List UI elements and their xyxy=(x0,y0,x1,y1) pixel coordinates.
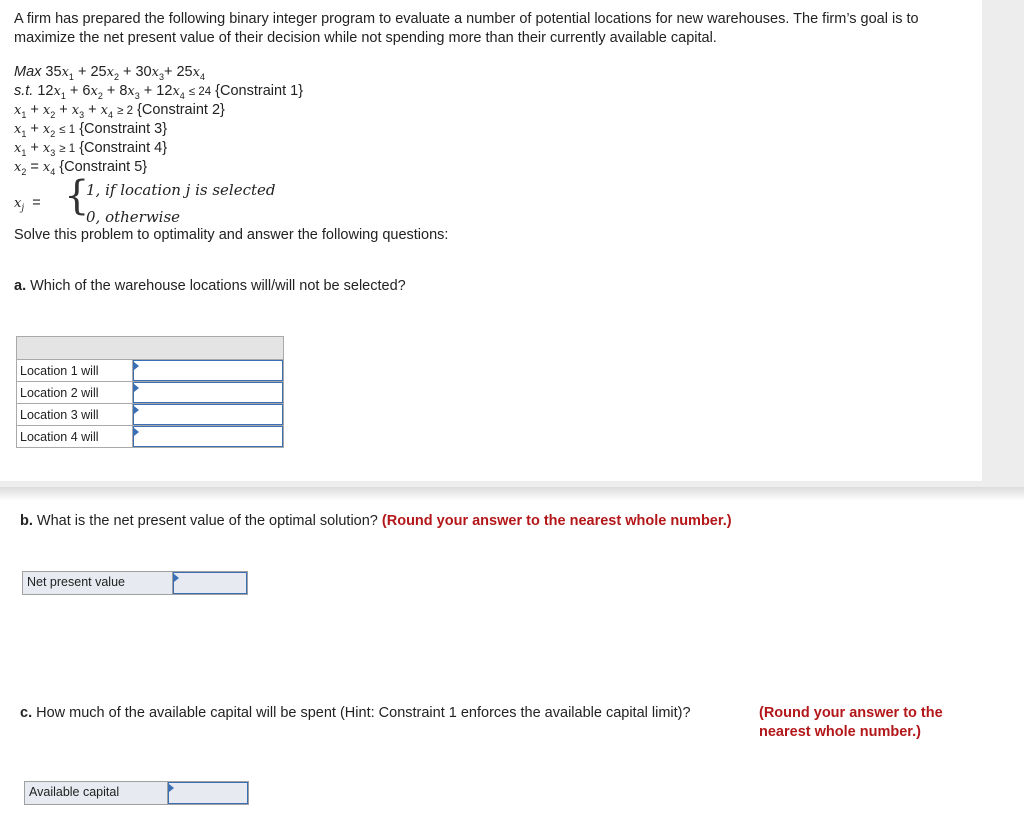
capital-input[interactable] xyxy=(168,782,248,804)
table-row xyxy=(17,382,284,404)
locations-table xyxy=(16,336,284,448)
xj-case-2: 0, otherwise xyxy=(86,208,181,226)
table-row xyxy=(17,404,284,426)
constraint-2-label: {Constraint 2} xyxy=(137,102,225,118)
objective-line: Max $35x_1 + 25x_2 + 30x_3+ 25x_4$ xyxy=(14,64,205,82)
intro-text: A firm has prepared the following binary integer program to evaluate a number of potential locations for new warehouses. The firm’s goal is to maximize the net present value of their decision while not spending more than their currently available capital. xyxy=(14,11,919,46)
location-4-label: Location 4 will xyxy=(17,426,133,448)
capital-field-group xyxy=(24,781,249,805)
question-b-letter: b. xyxy=(20,513,33,529)
question-a xyxy=(14,278,406,294)
input-indicator-icon xyxy=(169,784,174,792)
constraint-4: $x_1 + x_3 \ge 1$ {Constraint 4} xyxy=(14,140,168,158)
solve-instruction: Solve this problem to optimality and answer the following questions: xyxy=(14,227,449,243)
xj-case-1: 1, if location j is selected xyxy=(86,181,276,199)
npv-field-label: Net present value xyxy=(23,572,173,594)
table-header xyxy=(17,337,284,360)
question-b-text: What is the net present value of the optimal solution? xyxy=(36,513,378,529)
constraint-5-label: {Constraint 5} xyxy=(59,159,148,175)
question-b xyxy=(20,513,732,529)
constraint-5: $x_2 = x_4$ {Constraint 5} xyxy=(14,159,148,177)
question-c-hint-text: (Round your answer to the nearest whole number.) xyxy=(759,705,943,740)
location-2-answer[interactable] xyxy=(133,382,283,403)
dropdown-indicator-icon xyxy=(134,384,139,392)
table-row xyxy=(17,426,284,448)
constraint-1-label: {Constraint 1} xyxy=(215,83,304,99)
brace-symbol: { xyxy=(64,173,90,219)
dropdown-indicator-icon xyxy=(134,428,139,436)
constraint-1: s.t. $12x_1 + 6x_2 + 8x_3 + 12x_4 \le 24$ {Constraint 1} xyxy=(14,83,304,101)
dropdown-indicator-icon xyxy=(134,406,139,414)
location-1-answer[interactable] xyxy=(133,360,283,381)
question-b-hint: (Round your answer to the nearest whole number.) xyxy=(381,513,732,529)
question-c-letter: c. xyxy=(20,705,33,721)
question-c-text: How much of the available capital will be spent (Hint: Constraint 1 enforces the available capital limit)? xyxy=(36,705,691,721)
npv-input[interactable] xyxy=(173,572,247,594)
capital-field-label: Available capital xyxy=(25,782,168,804)
location-3-label: Location 3 will xyxy=(17,404,133,426)
table-row xyxy=(17,360,284,382)
constraint-4-label: {Constraint 4} xyxy=(79,140,168,156)
input-indicator-icon xyxy=(174,574,179,582)
max-label: Max xyxy=(14,64,42,80)
dropdown-indicator-icon xyxy=(134,362,139,370)
location-2-label: Location 2 will xyxy=(17,382,133,404)
constraint-2: $x_1 + x_2 + x_3 + x_4 \ge 2$ {Constraint 2} xyxy=(14,102,225,120)
st-label: s.t. xyxy=(14,83,34,99)
constraint-3: $x_1 + x_2 \le 1$ {Constraint 3} xyxy=(14,121,168,139)
npv-field-group xyxy=(22,571,248,595)
question-a-letter: a. xyxy=(14,278,27,294)
constraint-3-label: {Constraint 3} xyxy=(79,121,168,137)
location-4-answer[interactable] xyxy=(133,426,283,447)
question-panel-bc xyxy=(0,487,1024,838)
location-1-label: Location 1 will xyxy=(17,360,133,382)
location-3-answer[interactable] xyxy=(133,404,283,425)
xj-definition: $x_j$ = xyxy=(14,195,41,214)
question-c xyxy=(20,704,695,723)
question-a-text: Which of the warehouse locations will/will not be selected? xyxy=(30,278,406,294)
